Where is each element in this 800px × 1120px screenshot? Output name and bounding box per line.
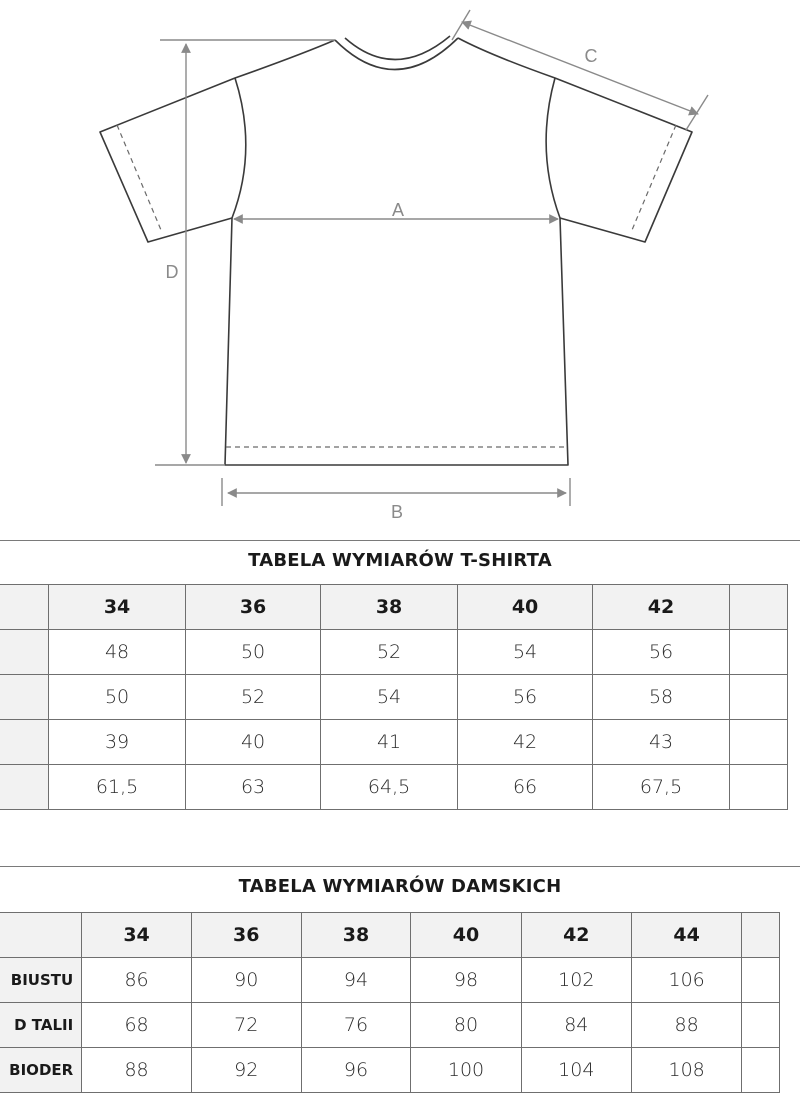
table-cell: 100 xyxy=(411,1048,521,1093)
table-cell xyxy=(742,958,780,1003)
table-cell: 39 xyxy=(49,720,185,765)
table-cell: 106 xyxy=(631,958,741,1003)
dimension-b-label: B xyxy=(390,502,404,522)
row-label xyxy=(0,720,49,765)
womens-size-table xyxy=(0,912,780,1093)
size-header: 42 xyxy=(593,585,729,630)
table-cell: 84 xyxy=(521,1003,631,1048)
table-cell: 58 xyxy=(593,675,729,720)
table-cell: 108 xyxy=(631,1048,741,1093)
table-cell: 98 xyxy=(411,958,521,1003)
size-header xyxy=(742,913,780,958)
dimension-lines xyxy=(155,10,708,506)
table-row xyxy=(0,630,788,675)
table-header-row xyxy=(0,913,780,958)
size-header: 38 xyxy=(301,913,411,958)
table-cell: 48 xyxy=(49,630,185,675)
table-cell: 90 xyxy=(191,958,301,1003)
table-cell xyxy=(729,630,787,675)
table-cell: 52 xyxy=(185,675,321,720)
table-cell: 52 xyxy=(321,630,457,675)
row-label xyxy=(0,675,49,720)
table-cell: 56 xyxy=(457,675,593,720)
table-cell: 86 xyxy=(82,958,192,1003)
table-cell: 61,5 xyxy=(49,765,185,810)
size-header: 34 xyxy=(49,585,185,630)
table-cell: 94 xyxy=(301,958,411,1003)
tshirt-size-table xyxy=(0,584,788,810)
dimension-a-label: A xyxy=(391,200,405,220)
row-label xyxy=(0,765,49,810)
row-label: D TALII xyxy=(0,1003,82,1048)
row-label: BIODER xyxy=(0,1048,82,1093)
table-cell: 80 xyxy=(411,1003,521,1048)
table-cell: 50 xyxy=(49,675,185,720)
size-header: 40 xyxy=(457,585,593,630)
size-header: 44 xyxy=(631,913,741,958)
table-cell: 96 xyxy=(301,1048,411,1093)
table2-top-rule xyxy=(0,866,800,867)
table-cell: 88 xyxy=(82,1048,192,1093)
table-row xyxy=(0,1003,780,1048)
table-row xyxy=(0,675,788,720)
header-corner xyxy=(0,913,82,958)
size-header xyxy=(729,585,787,630)
table1-top-rule xyxy=(0,540,800,541)
stitch-lines xyxy=(117,125,676,447)
table-cell: 50 xyxy=(185,630,321,675)
table1-title: TABELA WYMIARÓW T-SHIRTA xyxy=(248,550,552,571)
table-cell: 67,5 xyxy=(593,765,729,810)
size-header: 42 xyxy=(521,913,631,958)
dimension-c-label: C xyxy=(584,46,598,66)
table-cell: 64,5 xyxy=(321,765,457,810)
row-label xyxy=(0,630,49,675)
size-header: 36 xyxy=(191,913,301,958)
table-cell: 63 xyxy=(185,765,321,810)
table-cell: 88 xyxy=(631,1003,741,1048)
table-cell: 42 xyxy=(457,720,593,765)
table-cell: 102 xyxy=(521,958,631,1003)
table-cell xyxy=(729,675,787,720)
table-row xyxy=(0,765,788,810)
table-cell: 68 xyxy=(82,1003,192,1048)
tshirt-outline xyxy=(100,36,692,465)
tshirt-measurement-diagram xyxy=(0,0,800,530)
size-header: 38 xyxy=(321,585,457,630)
table-cell: 41 xyxy=(321,720,457,765)
table-cell: 54 xyxy=(457,630,593,675)
size-header: 40 xyxy=(411,913,521,958)
table-cell xyxy=(742,1003,780,1048)
row-label: BIUSTU xyxy=(0,958,82,1003)
table-cell xyxy=(729,720,787,765)
table-cell xyxy=(729,765,787,810)
table-row xyxy=(0,720,788,765)
table2-title: TABELA WYMIARÓW DAMSKICH xyxy=(238,876,562,897)
table-row xyxy=(0,958,780,1003)
header-corner xyxy=(0,585,49,630)
size-header: 34 xyxy=(82,913,192,958)
table-cell: 92 xyxy=(191,1048,301,1093)
table-cell: 40 xyxy=(185,720,321,765)
table-cell: 54 xyxy=(321,675,457,720)
size-header: 36 xyxy=(185,585,321,630)
dimension-d-label: D xyxy=(165,262,179,282)
table-header-row xyxy=(0,585,788,630)
table-cell: 72 xyxy=(191,1003,301,1048)
table-cell xyxy=(742,1048,780,1093)
table-cell: 104 xyxy=(521,1048,631,1093)
table-row xyxy=(0,1048,780,1093)
table-cell: 56 xyxy=(593,630,729,675)
table-cell: 76 xyxy=(301,1003,411,1048)
table-cell: 66 xyxy=(457,765,593,810)
table-cell: 43 xyxy=(593,720,729,765)
